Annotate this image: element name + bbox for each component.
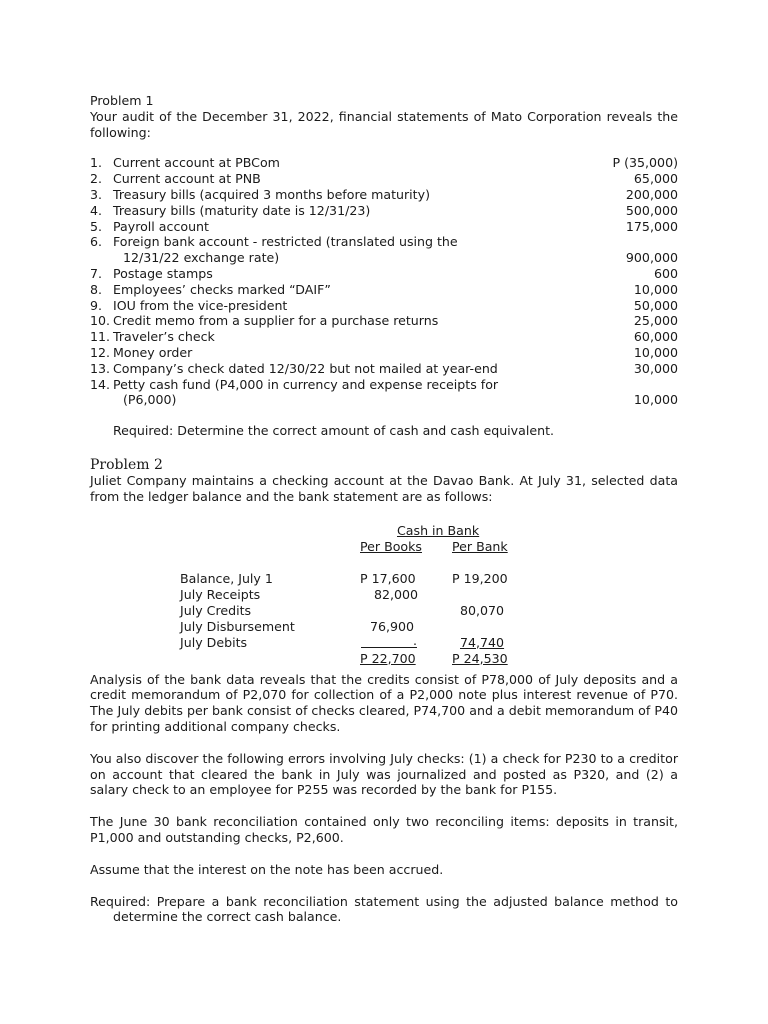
books-disbursement: 76,900: [370, 618, 415, 634]
item-amount: 60,000: [633, 329, 678, 345]
problem2-required: Required: Prepare a bank reconciliation statement using the adjusted balance method to determine the correct cash balance.: [90, 893, 678, 925]
row-label-disbursement: July Disbursement: [180, 618, 295, 634]
list-item: [90, 313, 678, 329]
bank-balance: P 19,200: [452, 570, 508, 586]
item-description: Current account at PNB: [113, 171, 261, 187]
list-item: [90, 377, 678, 393]
item-amount: 65,000: [633, 171, 678, 187]
item-amount: P (35,000): [612, 155, 678, 171]
bank-credits: 80,070: [460, 602, 505, 618]
books-balance: P 17,600: [360, 570, 416, 586]
item-amount: 30,000: [633, 360, 678, 376]
list-item: [90, 392, 678, 408]
problem2-para-analysis: Analysis of the bank data reveals that the credits consist of P78,000 of July deposits and a credit memorandum of P2,070 for collection of a P2,000 note plus interest revenue of P70. The July debits per bank consist of checks cleared, P74,700 and a debit memorandum of P40 for printing additional company checks.: [90, 671, 678, 734]
problem1-intro: Your audit of the December 31, 2022, financial statements of Mato Corporation reveals the following:: [90, 108, 678, 140]
books-receipts: 82,000: [374, 586, 419, 602]
problem2-para-errors: You also discover the following errors involving July checks: (1) a check for P230 to a creditor on account that cleared the bank in July was journalized and posted as P320, and (2) a salary check to an employee for P255 was recorded by the bank for P155.: [90, 750, 678, 798]
item-description: Traveler’s check: [113, 329, 215, 345]
list-item: [90, 282, 678, 298]
list-item: [90, 203, 678, 219]
item-description: (P6,000): [123, 392, 177, 408]
list-item: [90, 171, 678, 187]
item-amount: 50,000: [633, 297, 678, 313]
item-amount: 500,000: [625, 202, 678, 218]
document-page: [90, 93, 678, 925]
books-debits-mark: .: [412, 632, 417, 648]
list-item: [90, 234, 678, 250]
item-description: Company’s check dated 12/30/22 but not mailed at year-end: [113, 360, 498, 376]
row-label-debits: July Debits: [180, 634, 248, 650]
list-item: [90, 345, 678, 361]
item-amount: 900,000: [625, 250, 678, 266]
books-debits-line: [361, 632, 417, 648]
item-number: 6.: [90, 234, 103, 250]
item-description: Treasury bills (acquired 3 months before maturity): [113, 186, 430, 202]
item-amount: 10,000: [633, 281, 678, 297]
item-number: 14.: [90, 376, 111, 392]
problem2-para-reconciliation: The June 30 bank reconciliation contained only two reconciling items: deposits in transit, P1,000 and outstanding checks, P2,600.: [90, 814, 678, 845]
item-amount: [568, 377, 678, 393]
item-number: 13.: [90, 360, 111, 376]
list-item: [90, 298, 678, 314]
item-amount: 25,000: [633, 313, 678, 329]
item-amount: [568, 234, 678, 250]
list-item: [90, 155, 678, 171]
item-description: Postage stamps: [113, 265, 213, 281]
books-total: P 22,700: [360, 650, 416, 666]
item-number: 9.: [90, 297, 103, 313]
item-description: Employees’ checks marked “DAIF”: [113, 281, 331, 297]
item-description: IOU from the vice-president: [113, 297, 288, 313]
list-item: [90, 361, 678, 377]
item-number: 7.: [90, 265, 103, 281]
problem2-intro: Juliet Company maintains a checking account at the Davao Bank. At July 31, selected data from the ledger balance and the bank statement are as follows:: [90, 472, 678, 504]
item-amount: 10,000: [633, 392, 678, 408]
problem1-title: Problem 1: [90, 93, 154, 108]
list-item: [90, 329, 678, 345]
row-label-balance: Balance, July 1: [180, 570, 273, 586]
item-number: 8.: [90, 281, 103, 297]
item-amount: 200,000: [625, 186, 678, 202]
bank-total: P 24,530: [452, 650, 508, 666]
item-description: Current account at PBCom: [113, 155, 280, 171]
item-amount: 10,000: [633, 344, 678, 360]
item-number: 2.: [90, 171, 103, 187]
item-amount: 600: [653, 265, 678, 281]
list-item: [90, 187, 678, 203]
item-amount: 175,000: [625, 218, 678, 234]
col-per-books: Per Books: [360, 538, 422, 554]
problem1-required: Required: Determine the correct amount of cash and cash equivalent.: [113, 423, 555, 439]
item-description: Petty cash fund (P4,000 in currency and expense receipts for: [113, 376, 499, 392]
col-per-bank: Per Bank: [452, 538, 508, 554]
item-number: 12.: [90, 344, 111, 360]
list-item: [90, 250, 678, 266]
item-description: Payroll account: [113, 218, 209, 234]
item-description: Foreign bank account - restricted (translated using the: [113, 234, 458, 250]
table-header: Cash in Bank: [397, 522, 480, 538]
item-description: Treasury bills (maturity date is 12/31/23): [113, 202, 371, 218]
list-item: [90, 219, 678, 235]
item-description: Credit memo from a supplier for a purchase returns: [113, 313, 439, 329]
item-description: Money order: [113, 344, 193, 360]
row-label-credits: July Credits: [180, 602, 252, 618]
problem2-para-interest: Assume that the interest on the note has been accrued.: [90, 861, 444, 877]
bank-debits: 74,740: [460, 634, 505, 650]
problem1-item-list: [90, 155, 678, 408]
item-number: [90, 250, 113, 266]
item-number: 5.: [90, 218, 103, 234]
problem2-title: Problem 2: [90, 456, 163, 473]
item-number: [90, 392, 113, 408]
item-number: 10.: [90, 313, 111, 329]
list-item: [90, 266, 678, 282]
cash-in-bank-table: [90, 522, 678, 666]
item-number: 1.: [90, 155, 103, 171]
item-description: 12/31/22 exchange rate): [123, 250, 280, 266]
item-number: 4.: [90, 202, 103, 218]
row-label-receipts: July Receipts: [180, 586, 261, 602]
item-number: 11.: [90, 329, 111, 345]
item-number: 3.: [90, 186, 103, 202]
